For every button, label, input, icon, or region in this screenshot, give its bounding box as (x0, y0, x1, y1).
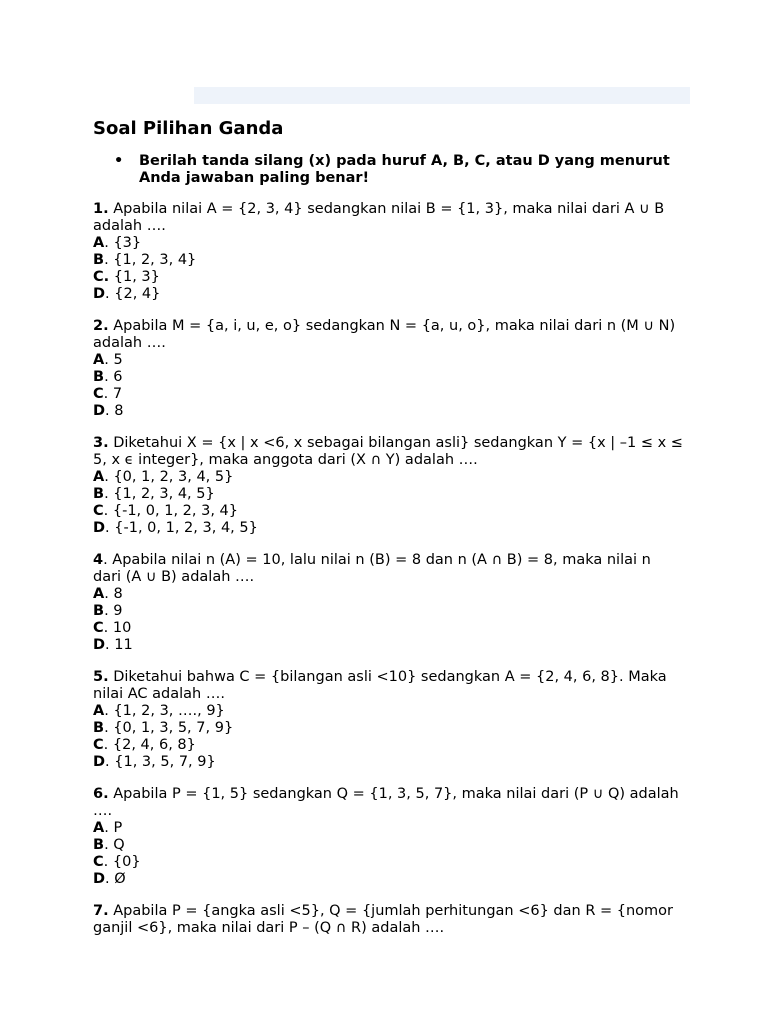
answer-option[interactable] (93, 820, 683, 837)
answer-option[interactable] (93, 837, 683, 854)
option-letter: C (93, 854, 104, 870)
option-letter: C. (93, 269, 110, 285)
option-text: . 10 (103, 620, 132, 636)
answer-option[interactable] (93, 403, 683, 420)
question-body: . Apabila nilai n (A) = 10, lalu nilai n (B) = 8 dan n (A ∩ B) = 8, maka nilai n dari (A ∪ B) adalah …. (93, 552, 651, 585)
answer-option[interactable] (93, 486, 683, 503)
question-7 (93, 903, 683, 937)
answer-option[interactable] (93, 269, 683, 286)
question-number: 5. (93, 669, 109, 685)
question-body: Diketahui bahwa C = {bilangan asli <10} sedangkan A = {2, 4, 6, 8}. Maka nilai AC adalah …. (93, 669, 667, 702)
question-text (93, 669, 683, 703)
option-letter: B (93, 486, 105, 502)
option-letter: A (93, 235, 105, 251)
answer-option[interactable] (93, 754, 683, 771)
question-5 (93, 669, 683, 771)
answer-option[interactable] (93, 737, 683, 754)
question-body: Apabila nilai A = {2, 3, 4} sedangkan nilai B = {1, 3}, maka nilai dari A ∪ B adalah …. (93, 201, 665, 234)
question-number: 1. (93, 201, 109, 217)
question-text (93, 903, 683, 937)
option-letter: C (93, 737, 104, 753)
option-text: . {2, 4, 6, 8} (103, 737, 196, 753)
option-letter: A (93, 352, 105, 368)
option-letter: D (93, 754, 106, 770)
option-text: . {2, 4} (105, 286, 161, 302)
option-text: . Ø (105, 871, 126, 887)
option-text: . {1, 2, 3, 4, 5} (104, 486, 215, 502)
option-text: {1, 3} (109, 269, 160, 285)
option-text: . {1, 2, 3, 4} (104, 252, 197, 268)
option-text: . Q (104, 837, 125, 853)
option-text: . {3} (104, 235, 142, 251)
answer-option[interactable] (93, 854, 683, 871)
option-text: . 8 (105, 403, 124, 419)
option-letter: B (93, 837, 105, 853)
option-letter: C (93, 620, 104, 636)
answer-option[interactable] (93, 386, 683, 403)
answer-option[interactable] (93, 703, 683, 720)
option-text: . 8 (104, 586, 123, 602)
question-body: Apabila P = {1, 5} sedangkan Q = {1, 3, 5, 7}, maka nilai dari (P ∪ Q) adalah …. (93, 786, 679, 819)
bullet-icon: • (114, 153, 124, 169)
instruction (114, 153, 683, 187)
question-number: 6. (93, 786, 109, 802)
option-letter: D (93, 520, 106, 536)
option-text: . {0} (103, 854, 141, 870)
option-letter: B (93, 603, 105, 619)
option-letter: D (93, 403, 106, 419)
option-text: . P (104, 820, 123, 836)
answer-option[interactable] (93, 871, 683, 888)
question-text (93, 435, 683, 469)
option-text: . {1, 3, 5, 7, 9} (105, 754, 216, 770)
option-letter: D (93, 871, 106, 887)
question-text (93, 318, 683, 352)
answer-option[interactable] (93, 620, 683, 637)
option-text: . {-1, 0, 1, 2, 3, 4} (103, 503, 239, 519)
question-2 (93, 318, 683, 420)
question-number: 7. (93, 903, 109, 919)
question-text (93, 552, 683, 586)
option-letter: B (93, 369, 105, 385)
answer-option[interactable] (93, 286, 683, 303)
option-text: . {0, 1, 2, 3, 4, 5} (104, 469, 234, 485)
answer-option[interactable] (93, 369, 683, 386)
answer-option[interactable] (93, 235, 683, 252)
answer-option[interactable] (93, 603, 683, 620)
question-3 (93, 435, 683, 537)
question-list (93, 201, 683, 937)
question-text (93, 201, 683, 235)
option-letter: C (93, 386, 104, 402)
option-text: . {0, 1, 3, 5, 7, 9} (104, 720, 234, 736)
page-title: Soal Pilihan Ganda (93, 118, 284, 139)
answer-option[interactable] (93, 352, 683, 369)
option-letter: A (93, 703, 105, 719)
header-bar (194, 87, 690, 104)
option-letter: C (93, 503, 104, 519)
option-text: . {1, 2, 3, …., 9} (104, 703, 225, 719)
question-number: 2. (93, 318, 109, 334)
option-letter: D (93, 637, 106, 653)
document-content (93, 117, 683, 952)
option-text: . 11 (105, 637, 133, 653)
option-text: . 5 (104, 352, 123, 368)
option-letter: A (93, 586, 105, 602)
option-text: . 9 (104, 603, 123, 619)
question-1 (93, 201, 683, 303)
question-6 (93, 786, 683, 888)
question-number: 4 (93, 552, 104, 568)
answer-option[interactable] (93, 252, 683, 269)
question-body: Diketahui X = {x | x <6, x sebagai bilangan asli} sedangkan Y = {x | –1 ≤ x ≤ 5, x ϵ integer}, maka anggota dari (X ∩ Y) adalah …. (93, 435, 683, 468)
answer-option[interactable] (93, 520, 683, 537)
answer-option[interactable] (93, 637, 683, 654)
answer-option[interactable] (93, 586, 683, 603)
instruction-text: Berilah tanda silang (x) pada huruf A, B, C, atau D yang menurut Anda jawaban paling benar! (139, 153, 670, 186)
question-text (93, 786, 683, 820)
question-body: Apabila M = {a, i, u, e, o} sedangkan N = {a, u, o}, maka nilai dari n (M ∪ N) adalah …. (93, 318, 676, 351)
option-letter: A (93, 469, 105, 485)
option-letter: D (93, 286, 106, 302)
answer-option[interactable] (93, 503, 683, 520)
option-letter: B (93, 720, 105, 736)
question-number: 3. (93, 435, 109, 451)
option-text: . 6 (104, 369, 123, 385)
question-4 (93, 552, 683, 654)
option-text: . 7 (103, 386, 123, 402)
option-letter: A (93, 820, 105, 836)
option-text: . {-1, 0, 1, 2, 3, 4, 5} (105, 520, 258, 536)
question-body: Apabila P = {angka asli <5}, Q = {jumlah perhitungan <6} dan R = {nomor ganjil <6}, maka nilai dari P – (Q ∩ R) adalah …. (93, 903, 674, 936)
answer-option[interactable] (93, 720, 683, 737)
answer-option[interactable] (93, 469, 683, 486)
option-letter: B (93, 252, 105, 268)
